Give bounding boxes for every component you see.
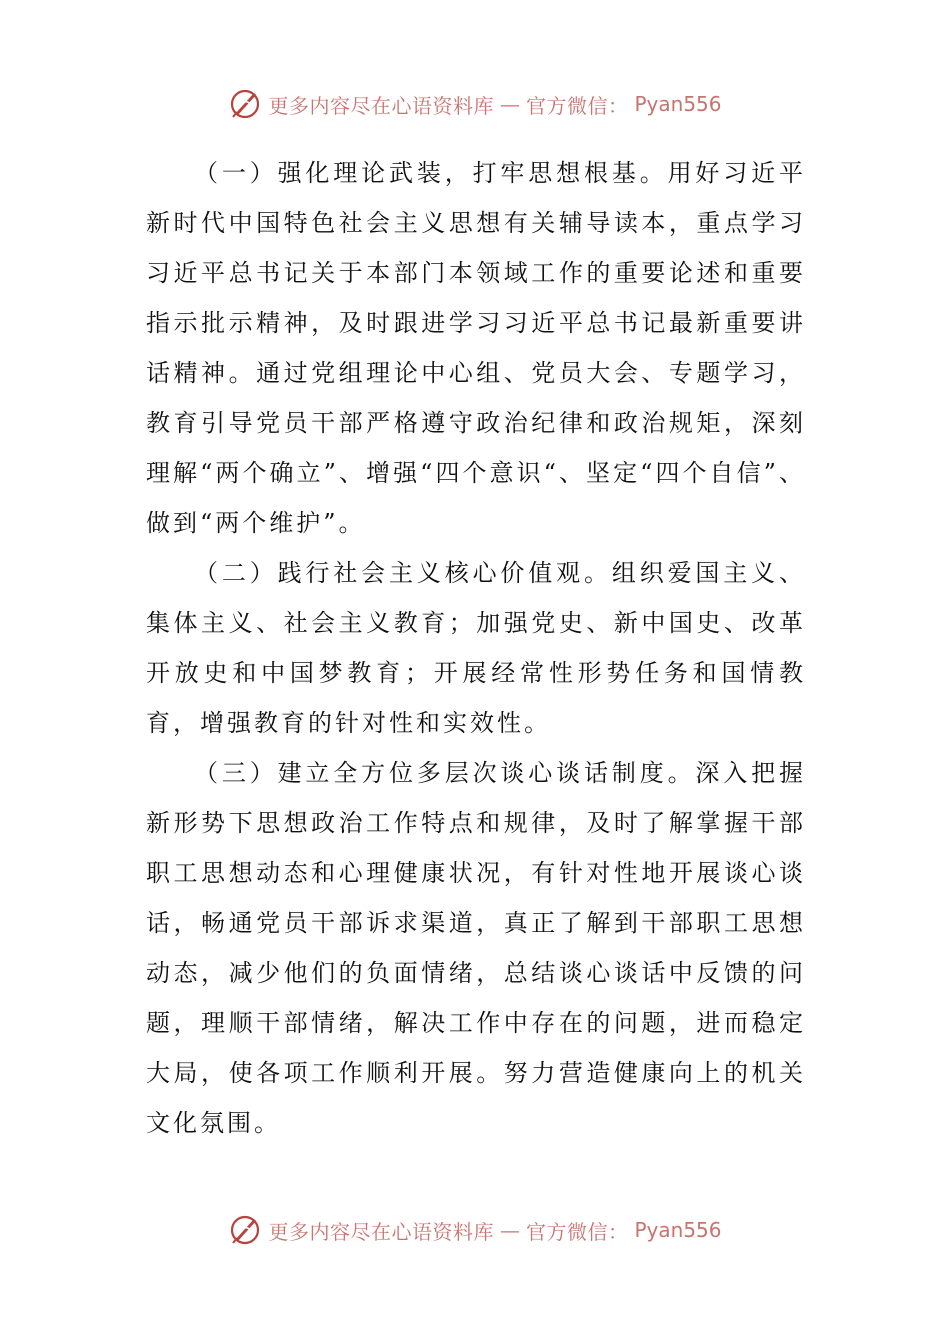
paragraph-1: （一）强化理论武装，打牢思想根基。用好习近平新时代中国特色社会主义思想有关辅导读本，重点学习习近平总书记关于本部门本领域工作的重要论述和重要指示批示精神，及时跟进学习习近平总书记最新重要讲话精神。通过党组理论中心组、党员大会、专题学习，教育引导党员干部严格遵守政治纪律和政治规矩，深刻理解“两个确立”、增强“四个意识“、坚定“四个自信”、做到“两个维护”。	[146, 159, 806, 537]
document-body	[146, 148, 806, 1148]
banner-wechat-label: 官方微信：	[525, 93, 629, 118]
banner-slogan: 更多内容尽在心语资料库	[268, 93, 494, 118]
banner-separator: —	[499, 1218, 520, 1242]
banner-wechat-id: Pyan556	[634, 1218, 722, 1242]
quill-logo-icon	[228, 87, 262, 121]
paragraph-3: （三）建立全方位多层次谈心谈话制度。深入把握新形势下思想政治工作特点和规律，及时了解掌握干部职工思想动态和心理健康状况，有针对性地开展谈心谈话，畅通党员干部诉求渠道，真正了解到干部职工思想动态，减少他们的负面情绪，总结谈心谈话中反馈的问题，理顺干部情绪，解决工作中存在的问题，进而稳定大局，使各项工作顺利开展。努力营造健康向上的机关文化氛围。	[146, 759, 806, 1137]
banner-separator: —	[499, 92, 520, 116]
quill-logo-icon	[228, 1213, 262, 1247]
paragraph-2: （二）践行社会主义核心价值观。组织爱国主义、集体主义、社会主义教育；加强党史、新中国史、改革开放史和中国梦教育；开展经常性形势任务和国情教育，增强教育的针对性和实效性。	[146, 559, 806, 737]
banner-wechat-label: 官方微信：	[525, 1219, 629, 1244]
footer-watermark-banner	[0, 1210, 950, 1250]
banner-slogan: 更多内容尽在心语资料库	[268, 1219, 494, 1244]
header-watermark-banner	[0, 84, 950, 124]
banner-wechat-id: Pyan556	[634, 92, 722, 116]
